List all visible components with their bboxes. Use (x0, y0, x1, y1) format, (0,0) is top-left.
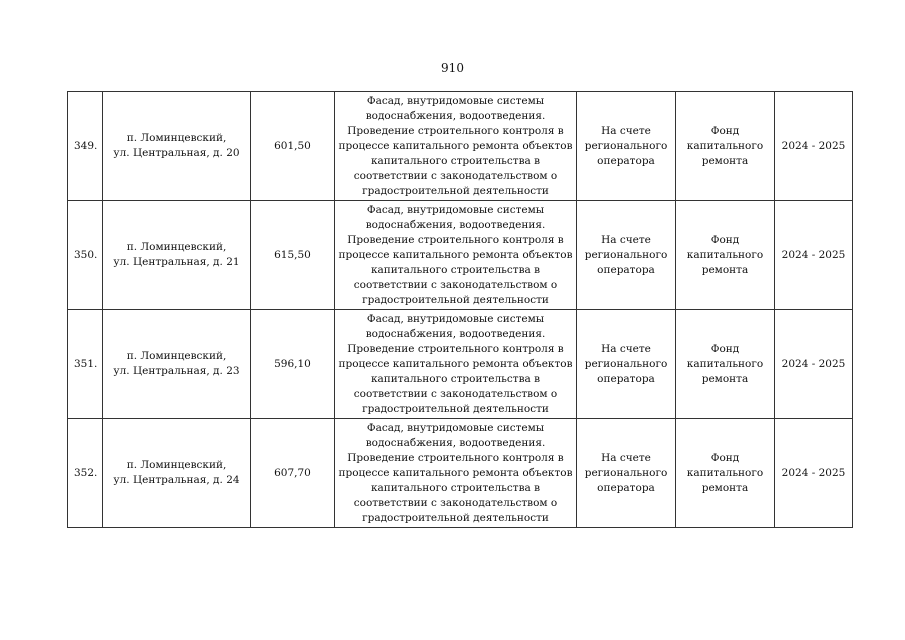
works-description-line: градостроительной деятельности (362, 293, 549, 306)
table-row (68, 92, 853, 201)
works-description-line: процессе капитального ремонта объектов (338, 248, 573, 261)
works-description-line: Фасад, внутридомовые системы (366, 421, 545, 434)
period-cell: 2024 - 2025 (775, 310, 853, 419)
works-description-line: соответствии с законодательством о (353, 278, 558, 291)
works-description-line: градостроительной деятельности (362, 511, 549, 524)
area-cell: 601,50 (251, 92, 335, 201)
funding-source-line: ремонта (701, 481, 749, 494)
works-description-line: Проведение строительного контроля в (347, 124, 564, 137)
works-description-line: капитального строительства в (370, 372, 540, 385)
funding-source-line: капитального (686, 357, 764, 370)
account-type-line: На счете (601, 451, 651, 464)
row-number-cell: 350. (68, 201, 103, 310)
funding-source-line: Фонд (710, 342, 740, 355)
account-type-line: оператора (597, 372, 655, 385)
address-cell (103, 92, 251, 201)
funding-source-line: Фонд (710, 451, 740, 464)
works-description-line: Фасад, внутридомовые системы (366, 94, 545, 107)
address-line: п. Ломинцевский, (126, 459, 227, 471)
works-description-line: Фасад, внутридомовые системы (366, 203, 545, 216)
funding-source-line: Фонд (710, 124, 740, 137)
account-type-line: оператора (597, 481, 655, 494)
works-description-cell (335, 201, 577, 310)
row-number-cell: 351. (68, 310, 103, 419)
account-type-line: На счете (601, 233, 651, 246)
account-type-line: оператора (597, 263, 655, 276)
table-row (68, 201, 853, 310)
account-type-line: регионального (584, 248, 668, 261)
works-description-line: процессе капитального ремонта объектов (338, 466, 573, 479)
funding-source-line: Фонд (710, 233, 740, 246)
works-description-cell (335, 92, 577, 201)
address-cell (103, 419, 251, 528)
page-number: 910 (441, 61, 464, 75)
table-row (68, 419, 853, 528)
address-line: п. Ломинцевский, (126, 241, 227, 253)
works-description-line: процессе капитального ремонта объектов (338, 357, 573, 370)
account-type-line: регионального (584, 466, 668, 479)
works-description-line: капитального строительства в (370, 154, 540, 167)
funding-source-line: ремонта (701, 263, 749, 276)
works-description-line: соответствии с законодательством о (353, 496, 558, 509)
account-type-cell (577, 201, 676, 310)
funding-source-line: ремонта (701, 154, 749, 167)
funding-source-cell (676, 419, 775, 528)
works-description-line: Проведение строительного контроля в (347, 342, 564, 355)
row-number-cell: 349. (68, 92, 103, 201)
address-cell (103, 310, 251, 419)
works-description-line: градостроительной деятельности (362, 184, 549, 197)
works-description-line: Проведение строительного контроля в (347, 233, 564, 246)
works-description-line: водоснабжения, водоотведения. (365, 109, 546, 122)
works-description-line: водоснабжения, водоотведения. (365, 218, 546, 231)
works-description-line: соответствии с законодательством о (353, 387, 558, 400)
funding-source-line: капитального (686, 248, 764, 261)
works-description-line: процессе капитального ремонта объектов (338, 139, 573, 152)
funding-source-cell (676, 310, 775, 419)
period-cell: 2024 - 2025 (775, 92, 853, 201)
period-cell: 2024 - 2025 (775, 201, 853, 310)
account-type-line: регионального (584, 139, 668, 152)
works-description-line: капитального строительства в (370, 481, 540, 494)
table-row (68, 310, 853, 419)
account-type-line: На счете (601, 342, 651, 355)
works-description-line: Фасад, внутридомовые системы (366, 312, 545, 325)
address-line: ул. Центральная, д. 21 (113, 256, 240, 268)
account-type-cell (577, 310, 676, 419)
funding-source-line: капитального (686, 139, 764, 152)
table-body (68, 92, 853, 528)
account-type-cell (577, 92, 676, 201)
funding-source-cell (676, 92, 775, 201)
works-description-line: соответствии с законодательством о (353, 169, 558, 182)
works-description-cell (335, 419, 577, 528)
address-line: ул. Центральная, д. 24 (113, 474, 240, 486)
works-description-line: градостроительной деятельности (362, 402, 549, 415)
address-line: п. Ломинцевский, (126, 350, 227, 362)
funding-source-line: капитального (686, 466, 764, 479)
account-type-cell (577, 419, 676, 528)
works-description-cell (335, 310, 577, 419)
works-description-line: капитального строительства в (370, 263, 540, 276)
address-line: ул. Центральная, д. 23 (113, 365, 240, 377)
address-line: п. Ломинцевский, (126, 132, 227, 144)
area-cell: 615,50 (251, 201, 335, 310)
area-cell: 607,70 (251, 419, 335, 528)
works-description-line: водоснабжения, водоотведения. (365, 436, 546, 449)
row-number-cell: 352. (68, 419, 103, 528)
works-description-line: Проведение строительного контроля в (347, 451, 564, 464)
account-type-line: регионального (584, 357, 668, 370)
funding-source-cell (676, 201, 775, 310)
address-cell (103, 201, 251, 310)
account-type-line: оператора (597, 154, 655, 167)
account-type-line: На счете (601, 124, 651, 137)
works-description-line: водоснабжения, водоотведения. (365, 327, 546, 340)
area-cell: 596,10 (251, 310, 335, 419)
address-line: ул. Центральная, д. 20 (113, 147, 240, 159)
funding-source-line: ремонта (701, 372, 749, 385)
repair-schedule-table (67, 91, 853, 528)
period-cell: 2024 - 2025 (775, 419, 853, 528)
